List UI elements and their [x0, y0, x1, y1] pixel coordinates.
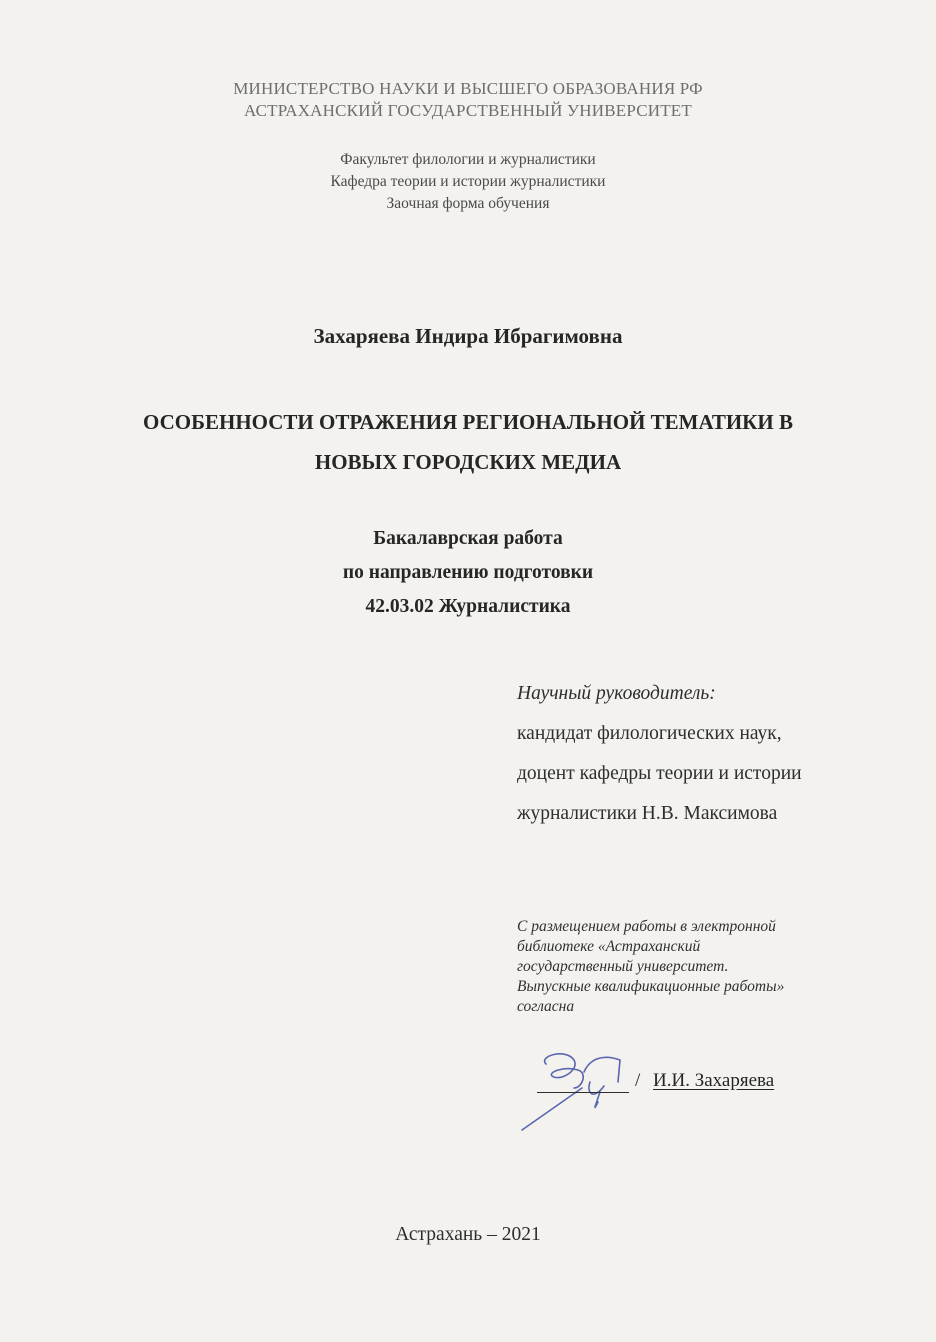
specialty-line: 42.03.02 Журналистика: [365, 596, 571, 617]
supervisor-line: кандидат филологических наук,: [517, 723, 782, 744]
signatory-name: И.И. Захаряева: [653, 1070, 775, 1091]
signature-separator: /: [635, 1070, 641, 1091]
city-year: Астрахань – 2021: [395, 1224, 541, 1245]
faculty-block: [0, 149, 936, 215]
consent-line: согласна: [517, 998, 575, 1015]
department-line: Кафедра теории и истории журналистики: [330, 173, 606, 190]
work-type: [0, 522, 936, 624]
consent-line: государственный университет.: [517, 958, 729, 975]
work-type-line: Бакалаврская работа: [373, 528, 563, 549]
supervisor-label: Научный руководитель:: [517, 683, 716, 704]
thesis-title-line: НОВЫХ ГОРОДСКИХ МЕДИА: [314, 450, 622, 474]
consent-line: Выпускные квалификационные работы»: [517, 978, 785, 995]
supervisor-block: [517, 674, 802, 834]
ministry-line: МИНИСТЕРСТВО НАУКИ И ВЫСШЕГО ОБРАЗОВАНИЯ РФ: [233, 79, 703, 98]
consent-line: библиотеке «Астраханский: [517, 938, 701, 955]
ministry-header: [0, 78, 936, 122]
thesis-title-line: ОСОБЕННОСТИ ОТРАЖЕНИЯ РЕГИОНАЛЬНОЙ ТЕМАТИКИ В: [143, 410, 793, 434]
signature-row: [537, 1068, 837, 1094]
supervisor-line: доцент кафедры теории и истории: [517, 763, 802, 784]
faculty-line: Факультет филологии и журналистики: [340, 151, 596, 168]
university-line: АСТРАХАНСКИЙ ГОСУДАРСТВЕННЫЙ УНИВЕРСИТЕТ: [244, 101, 692, 120]
consent-line: С размещением работы в электронной: [517, 918, 776, 935]
study-form-line: Заочная форма обучения: [386, 195, 550, 212]
work-type-line: по направлению подготовки: [342, 562, 594, 583]
author-name: Захаряева Индира Ибрагимовна: [313, 324, 623, 348]
thesis-title: [0, 402, 936, 482]
supervisor-line: журналистики Н.В. Максимова: [517, 803, 778, 824]
signature-line: [537, 1092, 629, 1093]
consent-statement: [517, 917, 784, 1017]
